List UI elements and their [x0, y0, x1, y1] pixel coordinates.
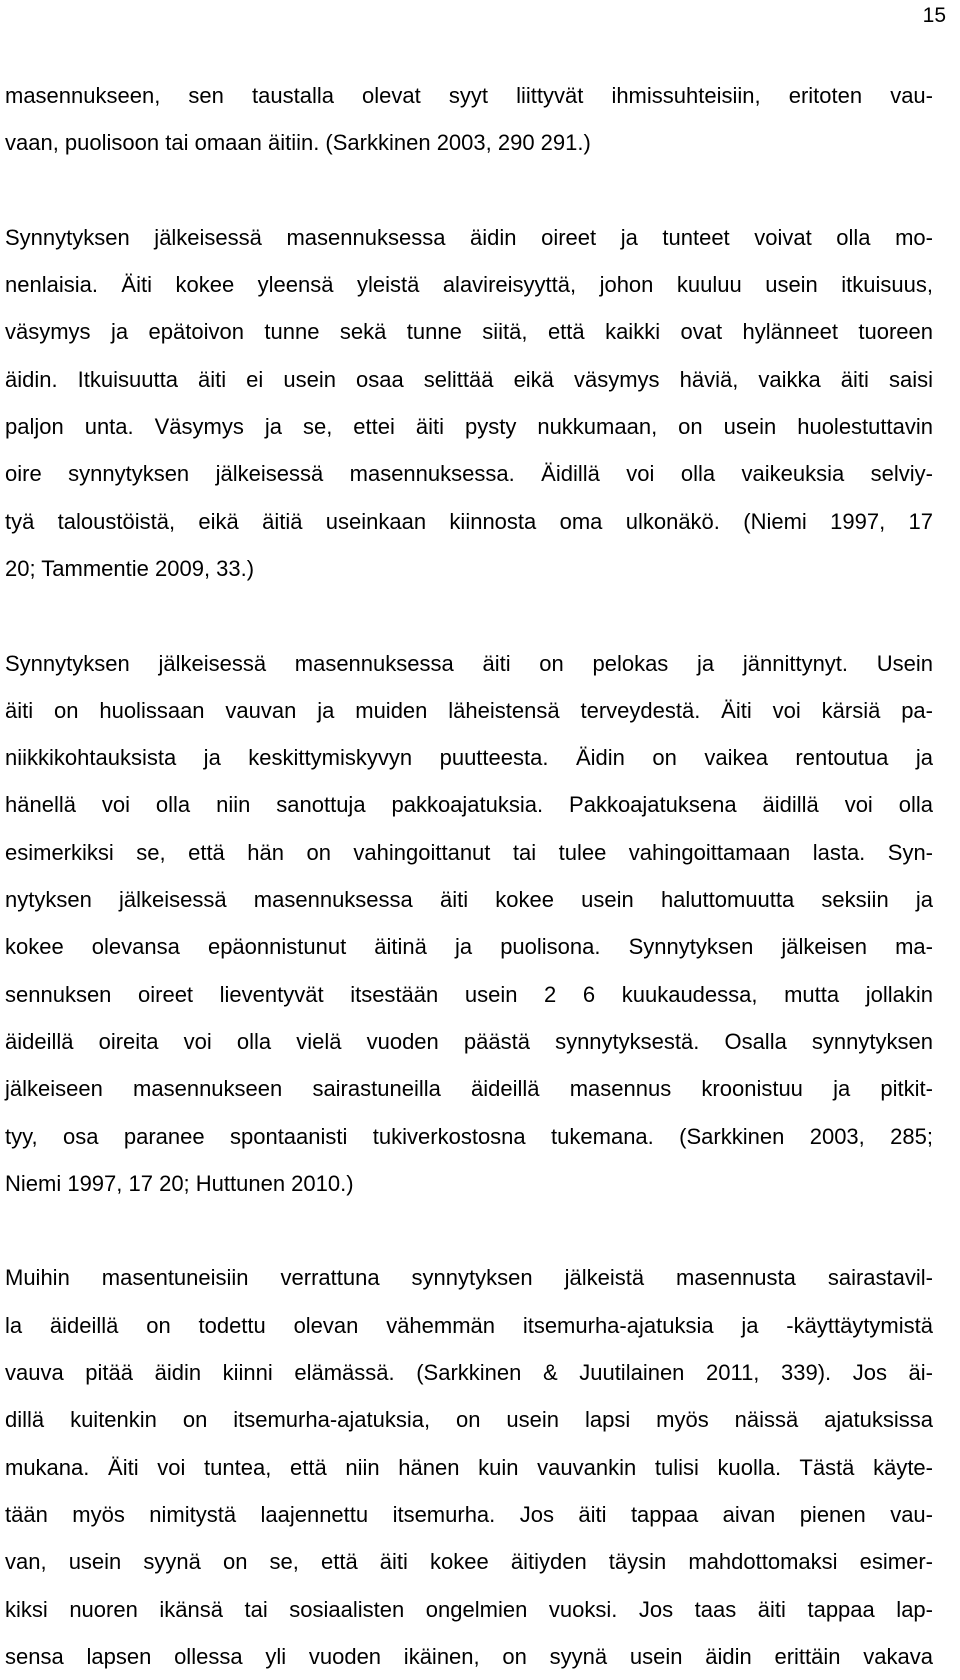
text-line: mukana. Äiti voi tuntea, että niin hänen kuin vauvankin tulisi kuolla. Tästä käyte- — [5, 1454, 933, 1480]
text-line: kokee olevansa epäonnistunut äitinä ja puolisona. Synnytyksen jälkeisen ma- — [5, 934, 933, 960]
text-line: väsymys ja epätoivon tunne sekä tunne siitä, että kaikki ovat hylänneet tuoreen — [5, 319, 933, 345]
text-line: nenlaisia. Äiti kokee yleensä yleistä alavireisyyttä, johon kuuluu usein itkuisuus, — [5, 272, 933, 298]
text-line: äiti on huolissaan vauvan ja muiden läheistensä terveydestä. Äiti voi kärsiä pa- — [5, 697, 933, 723]
paragraph-1 — [5, 72, 933, 167]
text-line: tyy, osa paranee spontaanisti tukiverkostosna tukemana. (Sarkkinen 2003, 285; — [5, 1123, 933, 1149]
text-line: äidin. Itkuisuutta äiti ei usein osaa selittää eikä väsymys häviä, vaikka äiti saisi — [5, 366, 933, 392]
text-line: esimerkiksi se, että hän on vahingoittanut tai tulee vahingoittamaan lasta. Syn- — [5, 839, 933, 865]
page-number: 15 — [922, 4, 946, 27]
text-line: Muihin masentuneisiin verrattuna synnytyksen jälkeistä masennusta sairastavil- — [5, 1265, 933, 1291]
text-line: masennukseen, sen taustalla olevat syyt liittyvät ihmissuhteisiin, eritoten vau- — [5, 83, 933, 108]
text-line: vauva pitää äidin kiinni elämässä. (Sarkkinen & Juutilainen 2011, 339). Jos äi- — [5, 1360, 933, 1386]
text-line: Niemi 1997, 17 20; Huttunen 2010.) — [5, 1170, 354, 1196]
text-line: Synnytyksen jälkeisessä masennuksessa äiti on pelokas ja jännittynyt. Usein — [5, 650, 933, 676]
text-line: van, usein syynä on se, että äiti kokee äitiyden täysin mahdottomaksi esimer- — [5, 1549, 933, 1575]
text-line: äideillä oireita voi olla vielä vuoden päästä synnytyksestä. Osalla synnytyksen — [5, 1028, 933, 1054]
text-line: hänellä voi olla niin sanottuja pakkoajatuksia. Pakkoajatuksena äidillä voi olla — [5, 792, 933, 818]
paragraph-2 — [5, 214, 933, 592]
text-line: la äideillä on todettu olevan vähemmän itsemurha-ajatuksia ja -käyttäytymistä — [5, 1312, 933, 1338]
text-line: dillä kuitenkin on itsemurha-ajatuksia, on usein lapsi myös näissä ajatuksissa — [5, 1407, 933, 1433]
text-line: jälkeiseen masennukseen sairastuneilla äideillä masennus kroonistuu ja pitkit- — [5, 1076, 933, 1102]
text-line: paljon unta. Väsymys ja se, ettei äiti pysty nukkumaan, on usein huolestuttavin — [5, 414, 933, 440]
text-line: oire synnytyksen jälkeisessä masennuksessa. Äidillä voi olla vaikeuksia selviy- — [5, 461, 933, 487]
paragraph-4 — [5, 1254, 933, 1680]
text-line: niikkikohtauksista ja keskittymiskyvyn puutteesta. Äidin on vaikea rentoutua ja — [5, 745, 933, 771]
text-line: sennuksen oireet lieventyvät itsestään usein 2 6 kuukaudessa, mutta jollakin — [5, 981, 933, 1007]
paragraph-3 — [5, 640, 933, 1208]
text-line: 20; Tammentie 2009, 33.) — [5, 555, 255, 581]
text-line: nytyksen jälkeisessä masennuksessa äiti kokee usein haluttomuutta seksiin ja — [5, 887, 933, 913]
document-body — [5, 72, 933, 1680]
text-line: tään myös nimitystä laajennettu itsemurha. Jos äiti tappaa aivan pienen vau- — [5, 1501, 933, 1527]
text-line: tyä taloustöistä, eikä äitiä useinkaan kiinnosta oma ulkonäkö. (Niemi 1997, 17 — [5, 508, 933, 534]
text-line: kiksi nuoren ikänsä tai sosiaalisten ongelmien vuoksi. Jos taas äiti tappaa lap- — [5, 1596, 933, 1622]
text-line: sensa lapsen ollessa yli vuoden ikäinen, on syynä usein äidin erittäin vakava — [5, 1643, 933, 1669]
text-line: vaan, puolisoon tai omaan äitiin. (Sarkkinen 2003, 290 291.) — [5, 130, 591, 156]
text-line: Synnytyksen jälkeisessä masennuksessa äidin oireet ja tunteet voivat olla mo- — [5, 224, 933, 250]
